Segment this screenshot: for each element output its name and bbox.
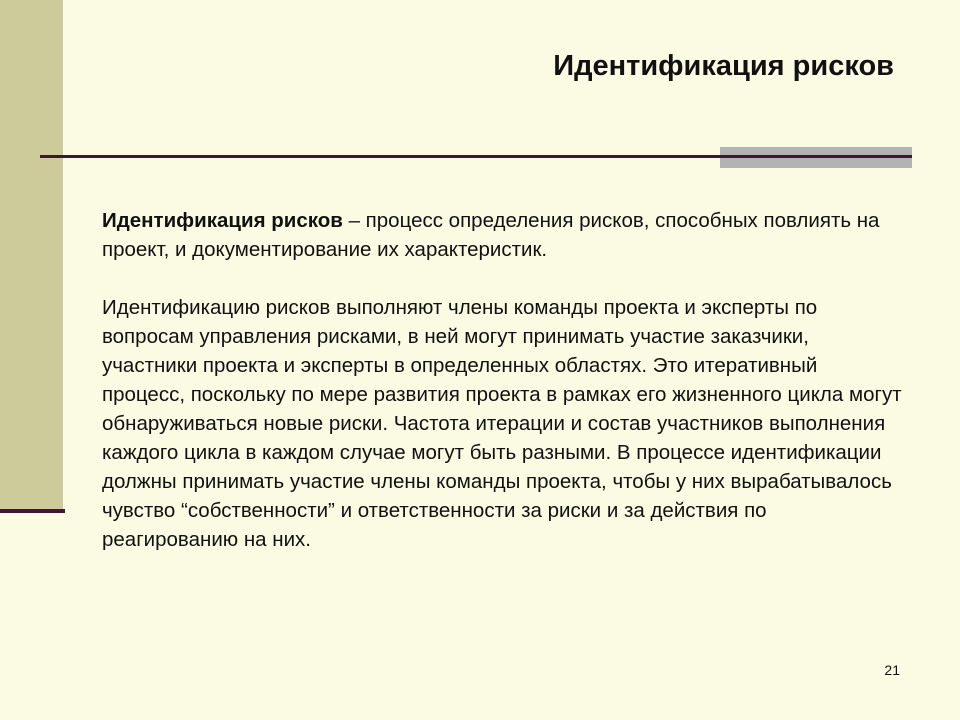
definition-text: – процесс определения рисков, способных повлиять на проект, и документирование их характеристик. [102, 209, 880, 261]
definition-term: Идентификация рисков [102, 209, 343, 232]
slide-title: Идентификация рисков [553, 50, 894, 82]
definition-paragraph [102, 206, 902, 264]
page-number: 21 [884, 662, 900, 678]
title-accent-rule [720, 155, 912, 158]
side-decorative-bar [0, 0, 63, 510]
slide-content [102, 206, 902, 554]
side-bar-underline [0, 509, 65, 513]
body-paragraph: Идентификацию рисков выполняют члены команды проекта и эксперты по вопросам управления рисками, в ней могут принимать участие заказчики, участники проекта и эксперты в определенных областях. Это итеративный процесс, поскольку по мере развития проекта в рамках его жизненного цикла могут обнаруживаться новые риски. Частота итерации и состав участников выполнения каждого цикла в каждом случае могут быть разными. В процессе идентификации должны принимать участие члены команды проекта, чтобы у них вырабатывалось чувство “собственности” и ответственности за риски и за действия по реагированию на них. [102, 296, 902, 551]
